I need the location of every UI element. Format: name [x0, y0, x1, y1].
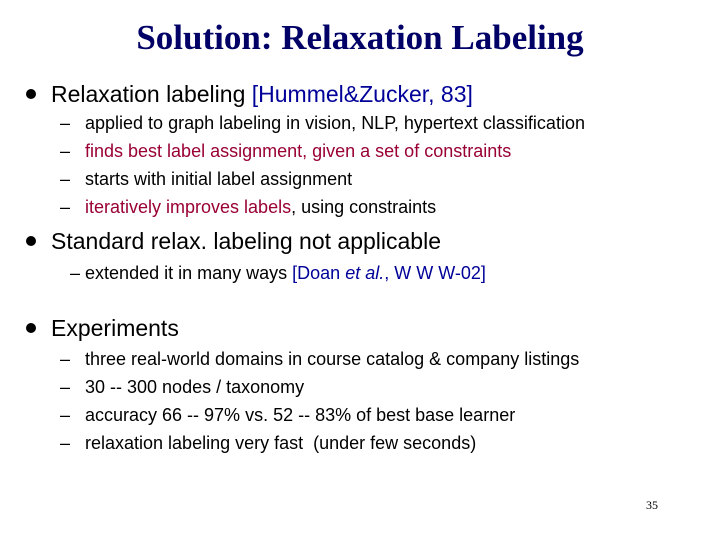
subitem-text: , using constraints	[291, 197, 437, 217]
subitem-fast	[60, 432, 476, 454]
dash-icon: –	[60, 433, 71, 453]
subitem-starts-with	[60, 168, 352, 190]
citation-italic: et al.	[345, 263, 385, 283]
bullet-dot-icon	[26, 236, 36, 246]
subitem-text: relaxation labeling very fast (under few seconds)	[85, 433, 477, 453]
bullet-text: Relaxation labeling	[51, 81, 252, 107]
citation-doan	[292, 263, 486, 283]
page-number: 35	[646, 498, 658, 512]
subitem-text: extended it in many ways	[85, 263, 293, 283]
dash-icon: –	[60, 141, 71, 161]
subitem-finds-best	[60, 140, 511, 162]
subitem-domains	[60, 348, 579, 370]
subitem-text: starts with initial label assignment	[85, 169, 353, 189]
subitem-text: three real-world domains in course catalog & company listings	[85, 349, 580, 369]
subitem-applied	[60, 112, 585, 134]
bullet-text: Standard relax. labeling not applicable	[51, 228, 441, 254]
subitem-iteratively	[60, 196, 436, 218]
citation-hummel-zucker: [Hummel&Zucker, 83]	[251, 81, 473, 107]
subitem-text-highlight: iteratively improves labels	[85, 197, 292, 217]
citation-close: , W W W-02]	[384, 263, 486, 283]
dash-icon: –	[60, 169, 71, 189]
dash-icon: –	[60, 377, 71, 397]
citation-open: [Doan	[292, 263, 346, 283]
bullet-text: Experiments	[51, 315, 179, 341]
subitem-accuracy	[60, 404, 515, 426]
dash-icon: –	[60, 405, 71, 425]
subitem-text: finds best label assignment, given a set of constraints	[85, 141, 512, 161]
dash-icon: –	[60, 113, 71, 133]
dash-glyph: –	[70, 263, 81, 283]
dash-icon: –	[60, 349, 71, 369]
bullet-dot-icon	[26, 323, 36, 333]
dash-icon: –	[60, 197, 71, 217]
subitem-text: applied to graph labeling in vision, NLP, hypertext classification	[85, 113, 585, 133]
subitem-text: accuracy 66 -- 97% vs. 52 -- 83% of best base learner	[85, 405, 516, 425]
bullet-standard-relax	[26, 227, 441, 255]
subitem-nodes	[60, 376, 304, 398]
subitem-text: 30 -- 300 nodes / taxonomy	[85, 377, 305, 397]
bullet-dot-icon	[26, 89, 36, 99]
bullet-experiments	[26, 314, 179, 342]
subitem-extended	[60, 262, 486, 284]
slide-title: Solution: Relaxation Labeling	[136, 18, 584, 57]
bullet-relaxation-labeling	[26, 80, 473, 108]
